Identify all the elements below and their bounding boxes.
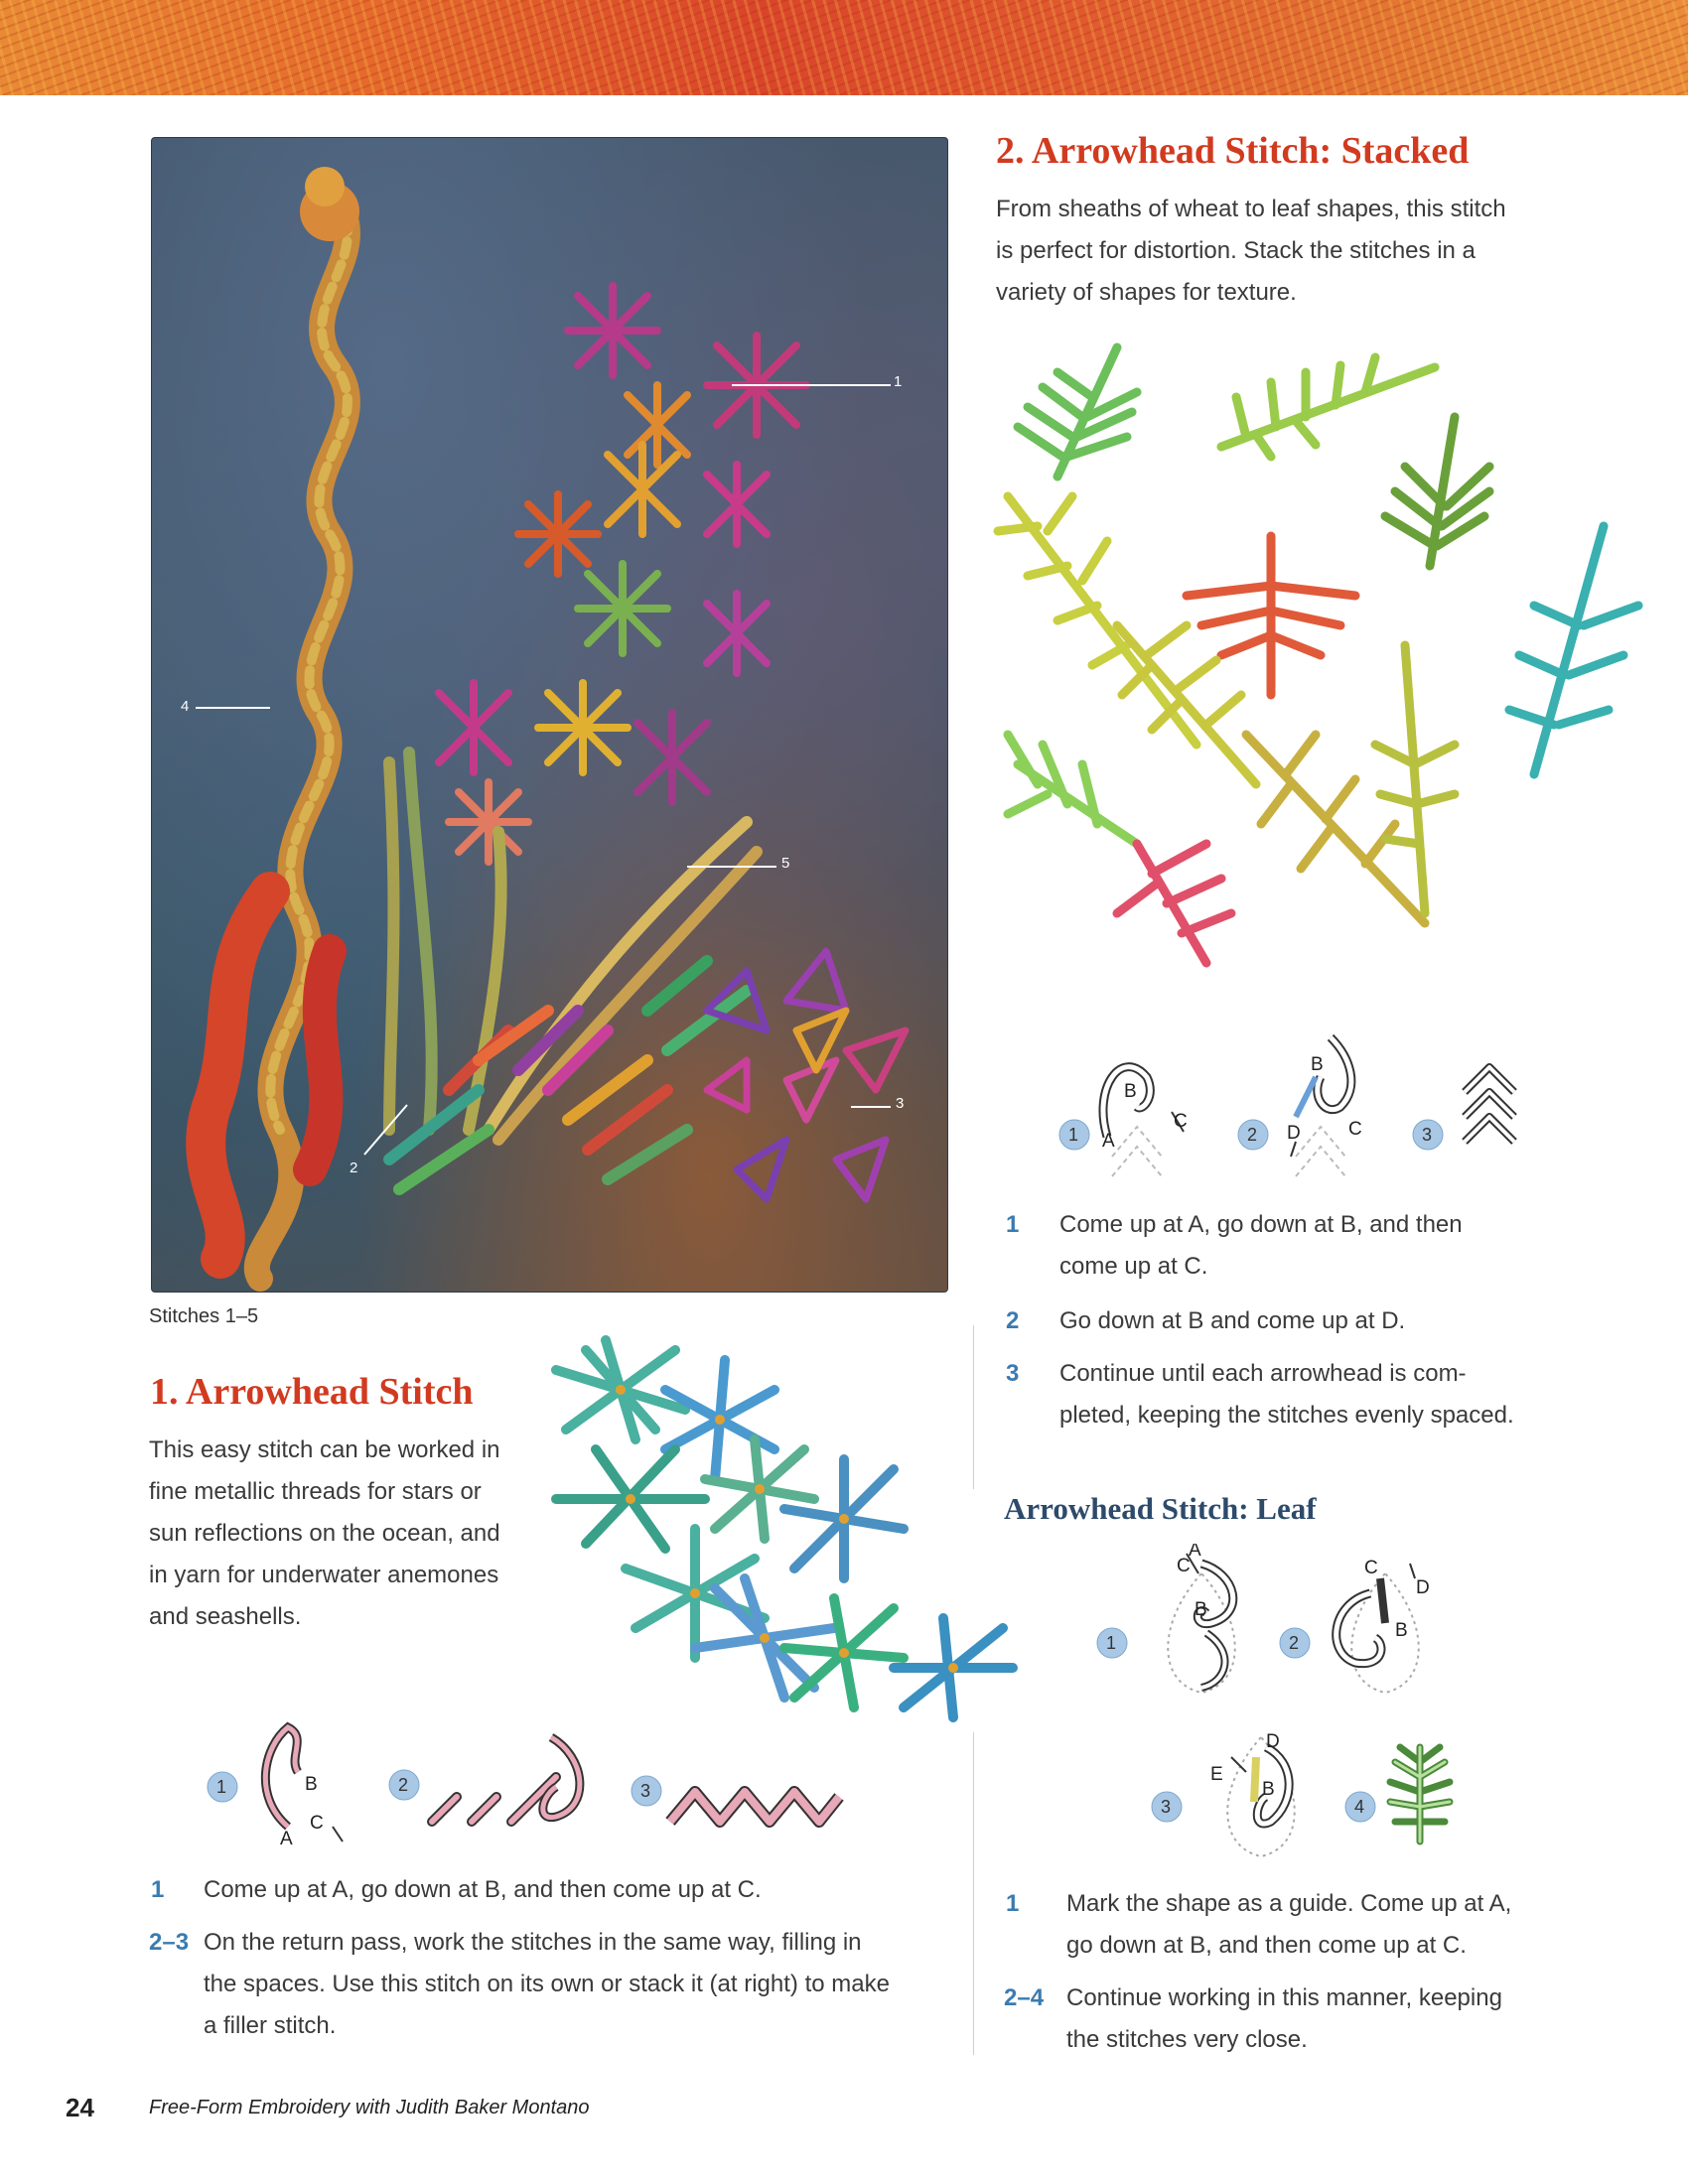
step-line: the stitches very close.: [1066, 2026, 1308, 2053]
step-line: go down at B, and then come up at C.: [1066, 1932, 1467, 1959]
arrowhead-label-a: A: [280, 1829, 293, 1846]
leaf-step-num: 2–4: [1004, 1984, 1045, 2011]
leaf-stitch-diagram: [1087, 1544, 1504, 1871]
step-line: Continue until each arrowhead is com-: [1059, 1360, 1467, 1387]
arrowhead-step-num: 2–3: [149, 1929, 190, 1956]
leaf-label-b3: B: [1262, 1779, 1275, 1800]
leaf-label-c: C: [1177, 1556, 1191, 1576]
arrowhead-step-num: 1: [151, 1876, 165, 1903]
step-line: Continue working in this manner, keeping: [1066, 1984, 1502, 2011]
stacked-body: [996, 189, 1506, 314]
stacked-leaves-illustration: [988, 328, 1673, 983]
step-line: Come up at A, go down at B, and then come up at C.: [204, 1876, 762, 1903]
arrowhead-body-line: and seashells.: [149, 1603, 302, 1630]
arrowhead-body-line: sun reflections on the ocean, and: [149, 1520, 500, 1547]
callout-2: 2: [350, 1160, 358, 1176]
leaf-step-4-badge: 4: [1354, 1797, 1365, 1817]
stacked-step-3-badge: 3: [1422, 1125, 1433, 1145]
stacked-step-num: 3: [1006, 1360, 1020, 1387]
leaf-label-b: B: [1195, 1599, 1207, 1620]
arrowhead-body: [149, 1430, 500, 1638]
arrowhead-step-text: [204, 1922, 890, 2047]
arrowhead-body-line: This easy stitch can be worked in: [149, 1436, 500, 1463]
callout-4: 4: [181, 698, 190, 715]
stacked-body-line: variety of shapes for texture.: [996, 279, 1297, 306]
step-line: pleted, keeping the stitches evenly spaced.: [1059, 1402, 1514, 1429]
stacked-step-text: [1059, 1353, 1514, 1436]
leaf-label-c2: C: [1364, 1558, 1378, 1578]
step-line: On the return pass, work the stitches in the same way, filling in: [204, 1929, 862, 1956]
arrowhead-heading: 1. Arrowhead Stitch: [150, 1371, 474, 1413]
leaf-step-3-badge: 3: [1161, 1797, 1172, 1817]
callout-1: 1: [894, 373, 903, 390]
photo-caption: Stitches 1–5: [149, 1305, 259, 1327]
stacked-step-1-badge: 1: [1068, 1125, 1079, 1145]
step-line: come up at C.: [1059, 1253, 1208, 1280]
leaf-step-1-badge: 1: [1106, 1633, 1117, 1653]
leaf-step-text: [1066, 1978, 1502, 2061]
step-line: a filler stitch.: [204, 2012, 337, 2039]
step-line: Come up at A, go down at B, and then: [1059, 1211, 1463, 1238]
stacked-step-2-badge: 2: [1247, 1125, 1258, 1145]
stacked-step-num: 2: [1006, 1307, 1020, 1334]
arrowhead-stars-illustration: [516, 1330, 1018, 1722]
arrowhead-step-3-badge: 3: [640, 1781, 651, 1801]
stacked-heading: 2. Arrowhead Stitch: Stacked: [996, 130, 1470, 172]
stacked-stitch-diagram: [1053, 1018, 1529, 1196]
running-footer-title: Free-Form Embroidery with Judith Baker Montano: [149, 2097, 590, 2118]
embroidery-photo: [151, 137, 948, 1293]
stacked-step-text: [1059, 1300, 1405, 1342]
arrowhead-label-c: C: [310, 1813, 324, 1834]
step-line: Go down at B and come up at D.: [1059, 1307, 1406, 1334]
leaf-step-2-badge: 2: [1289, 1633, 1300, 1653]
arrowhead-stitch-diagram: [199, 1717, 854, 1846]
arrowhead-label-b: B: [305, 1774, 318, 1795]
arrowhead-body-line: in yarn for underwater anemones: [149, 1562, 499, 1588]
stacked-body-line: From sheaths of wheat to leaf shapes, this stitch: [996, 196, 1506, 222]
column-divider: [973, 1732, 974, 2055]
arrowhead-body-line: fine metallic threads for stars or: [149, 1478, 482, 1505]
arrowhead-step-2-badge: 2: [398, 1775, 409, 1795]
leaf-label-a: A: [1189, 1544, 1201, 1561]
leaf-heading: Arrowhead Stitch: Leaf: [1004, 1491, 1317, 1526]
stacked-label-a: A: [1102, 1131, 1115, 1152]
stacked-label-b: B: [1124, 1081, 1137, 1102]
leaf-label-d2: D: [1266, 1731, 1280, 1752]
arrowhead-step-1-badge: 1: [216, 1777, 227, 1797]
leaf-label-e: E: [1210, 1764, 1223, 1785]
stacked-label-b2: B: [1311, 1054, 1324, 1075]
leaf-step-text: [1066, 1883, 1511, 1967]
step-line: the spaces. Use this stitch on its own or stack it (at right) to make: [204, 1971, 890, 1997]
stacked-label-c: C: [1174, 1111, 1188, 1132]
decorative-banner: [0, 0, 1688, 95]
stacked-label-c2: C: [1348, 1119, 1362, 1140]
page-number: 24: [66, 2093, 94, 2122]
arrowhead-step-text: [204, 1869, 762, 1911]
leaf-label-d: D: [1416, 1577, 1430, 1598]
stacked-label-d: D: [1287, 1123, 1301, 1144]
callout-3: 3: [896, 1095, 905, 1112]
leaf-step-num: 1: [1006, 1890, 1020, 1917]
leaf-label-b2: B: [1395, 1620, 1408, 1641]
step-line: Mark the shape as a guide. Come up at A,: [1066, 1890, 1512, 1917]
stacked-body-line: is perfect for distortion. Stack the stitches in a: [996, 237, 1476, 264]
stacked-step-text: [1059, 1204, 1463, 1288]
callout-5: 5: [781, 855, 790, 872]
stacked-step-num: 1: [1006, 1211, 1020, 1238]
